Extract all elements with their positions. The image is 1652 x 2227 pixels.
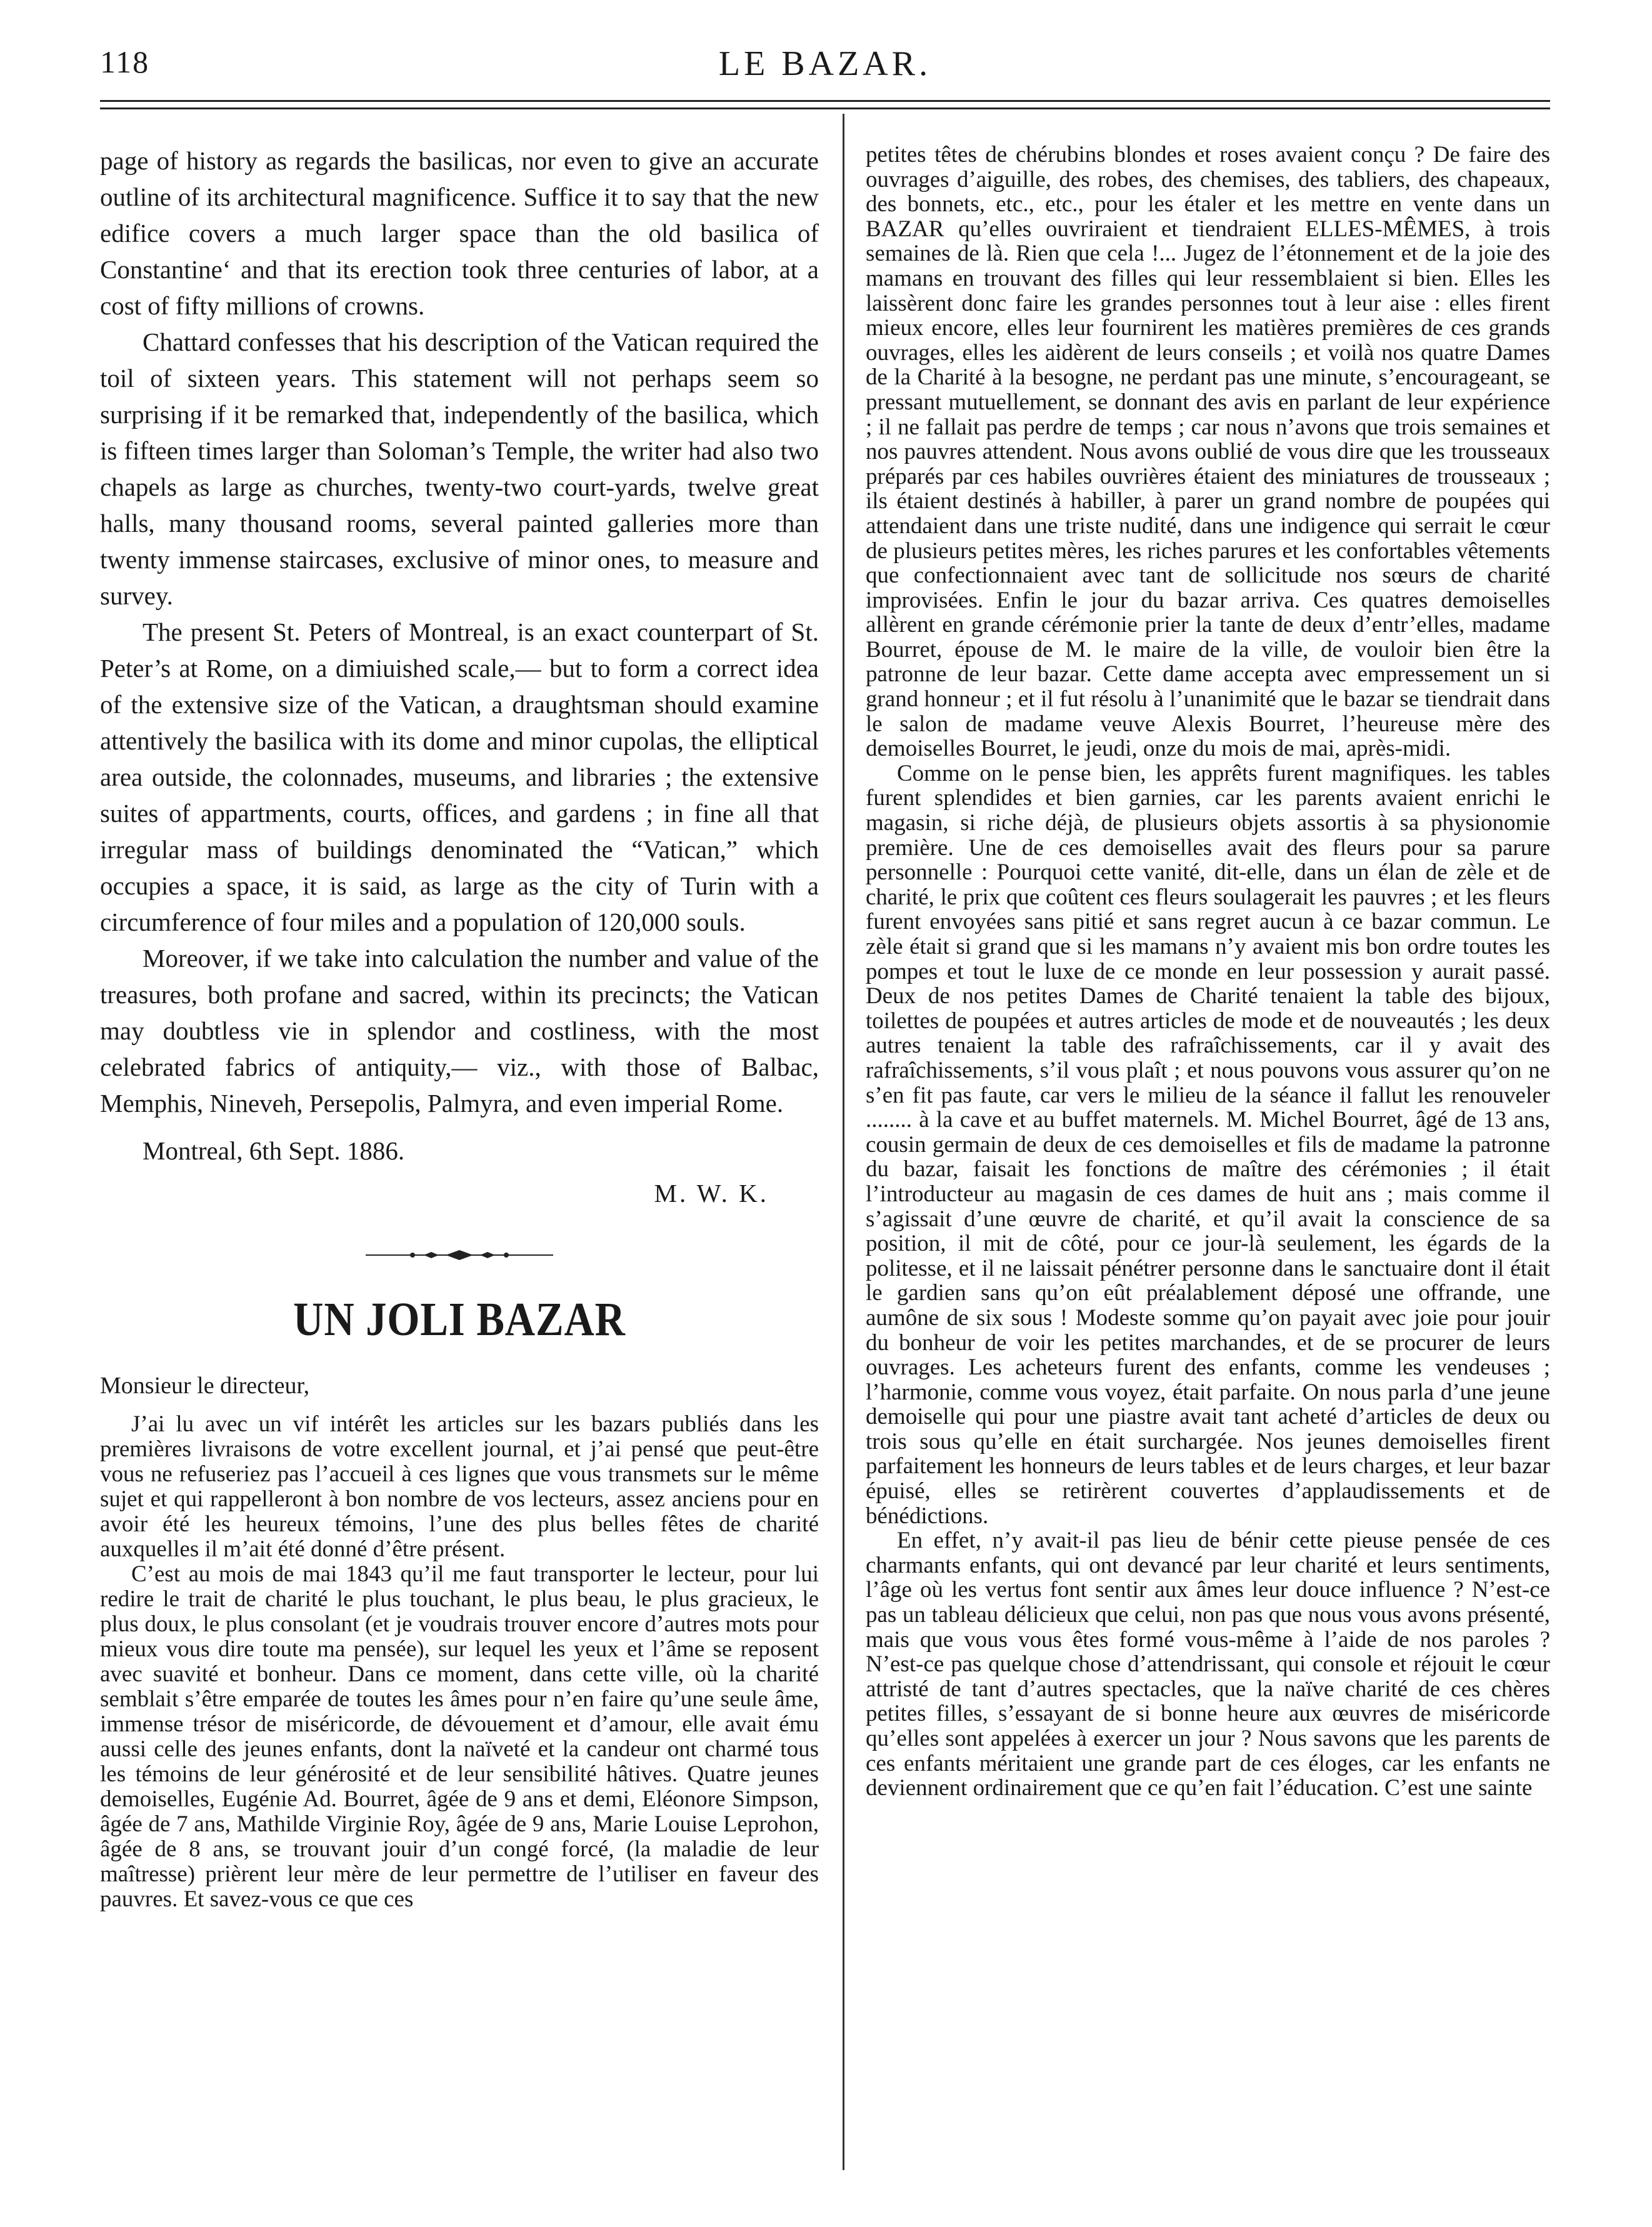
salutation: Monsieur le directeur, <box>100 1373 310 1399</box>
page-number: 118 <box>100 44 150 79</box>
ornament-divider <box>100 1243 819 1268</box>
dateline: Montreal, 6th Sept. 1886. <box>143 1136 405 1165</box>
paragraph: The present St. Peters of Montreal, is an exact counterpart of St. Peter’s at Rome, on a dimiuished scale,— but to form a correct idea of the extensive size of the Vatican, a draughtsman should examine attentively the basilica with its dome and minor cupolas, the elliptical area outside, the colonnades, museums, and libraries ; the extensive suites of appartments, courts, offices, and gardens ; in fine all that irregular mass of buildings denominated the “Vatican,” which occupies a space, it is said, as large as the city of Turin with a circumference of four miles and a population of 120,000 souls. <box>100 618 819 936</box>
paragraph: page of history as regards the basilicas, nor even to give an accurate outline of its architectural magnificence. Suffice it to say that the new edifice covers a much larger space than the old basilica of Constantine‘ and that its erection took three centuries of labor, at a cost of fifty millions of crowns. <box>100 146 819 320</box>
right-column <box>866 143 1550 1801</box>
paragraph: Moreover, if we take into calculation the number and value of the treasures, both profane and sacred, within its precincts; the Vatican may doubtless vie in splendor and costliness, with the most celebrated fabrics of antiquity,— viz., with those of Balbac, Memphis, Nineveh, Persepolis, Palmyra, and even imperial Rome. <box>100 944 819 1118</box>
signature: M. W. K. <box>654 1179 769 1208</box>
article-title: UN JOLI BAZAR <box>293 1293 626 1346</box>
page-header <box>100 44 1550 94</box>
left-column <box>100 143 819 1912</box>
paragraph: petites têtes de chérubins blondes et roses avaient conçu ? De faire des ouvrages d’aiguille, des robes, des chemises, des tabliers, des chapeaux, des bonnets, etc., etc., pour les étaler et les mettre en vente dans un BAZAR qu’elles ouvriraient et tiendraient ELLES-MÊMES, à trois semaines de là. Rien que cela !... Jugez de l’étonnement et de la joie des mamans en trouvant des filles qui leur ressemblaient si bien. Elles les laissèrent donc faire les grandes personnes tout à leur aise : elles firent mieux encore, elles leur fournirent les matières premières de ces grands ouvrages, elles les aidèrent de leurs conseils ; et voilà nos quatre Dames de la Charité à la besogne, ne perdant pas une minute, s’encourageant, se pressant mutuellement, se donnant des avis en parlant de leur expérience ; il ne fallait pas perdre de temps ; car nous n’avons que trois semaines et nos pauvres attendent. Nous avons oublié de vous dire que les trousseaux préparés par ces habiles ouvrières étaient des miniatures de trousseaux ; ils étaient destinés à habiller, à parer un grand nombre de poupées qui attendaient dans une triste nudité, dans une indigence qui serrait le cœur de plusieurs petites mères, les riches parures et les confortables vêtements que confectionnaient avec tant de sollicitude nos sœurs de charité improvisées. Enfin le jour du bazar arriva. Ces quatres demoiselles allèrent en grande cérémonie prier la tante de deux d’entr’elles, madame Bourret, épouse de M. le maire de la ville, de vouloir bien être la patronne de leur bazar. Cette dame accepta avec empressement un si grand honneur ; et il fut résolu à l’unanimité que le bazar se tiendrait dans le salon de madame veuve Alexis Bourret, l’heureuse mère des demoiselles Bourret, le jeudi, onze du mois de mai, après-midi. <box>866 142 1550 762</box>
running-title: LE BAZAR. <box>718 44 932 83</box>
paragraph: Chattard confesses that his description of the Vatican required the toil of sixteen years. This statement will not perhaps seem so surprising if it be remarked that, independently of the basilica, which is fifteen times larger than Soloman’s Temple, the writer had also two chapels as large as churches, twenty-two court-yards, twelve great halls, many thousand rooms, several painted galleries more than twenty immense staircases, exclusive of minor ones, to measure and survey. <box>100 328 819 610</box>
paragraph: J’ai lu avec un vif intérêt les articles sur les bazars publiés dans les premières livraisons de votre excellent journal, et j’ai pensé que peut-être vous ne refuseriez pas l’accueil à ces lignes que vous transmets sur le même sujet et qui rappelleront à bon nombre de vos lecteurs, assez anciens pour en avoir été les heureux témoins, l’une des plus belles fêtes de charité auxquelles il m’ait été donné d’être présent. <box>100 1411 819 1562</box>
column-divider <box>843 114 844 2170</box>
paragraph: En effet, n’y avait-il pas lieu de bénir cette pieuse pensée de ces charmants enfants, qui ont devancé par leur charité et leurs sentiments, l’âge où les vertus font sentir aux âmes leur douce influence ? N’est-ce pas un tableau délicieux que celui, non pas que nous vous avons présenté, mais que vous vous êtes formé vous-même à l’aide de nos paroles ? N’est-ce pas quelque chose d’attendrissant, qui console et réjouit le cœur attristé de tant d’autres spectacles, que la naïve charité de ces chères petites filles, s’essayant de si bonne heure aux œuvres de miséricorde qu’elles sont appelées à exercer un jour ? Nous savons que les parents de ces enfants méritaient une grande part de ces éloges, car les enfants ne deviennent ordinairement que ce qu’en fait l’éducation. C’est une sainte <box>866 1528 1550 1801</box>
paragraph: C’est au mois de mai 1843 qu’il me faut transporter le lecteur, pour lui redire le trait de charité le plus touchant, le plus beau, le plus gracieux, le plus doux, le plus consolant (et je voudrais trouver encore d’autres mots pour mieux vous dire toute ma pensée), sur lequel les yeux et l’âme se reposent avec suavité et bonheur. Dans ce moment, dans cette ville, où la charité semblait s’être emparée de toutes les âmes pour n’en faire qu’une seule âme, immense trésor de miséricorde, de dévouement et d’amour, elle avait ému aussi celle des jeunes enfants, dont la naïveté et la candeur ont charmé tous les témoins de leur générosité et de leur sensibilité hâtives. Quatre jeunes demoiselles, Eugénie Ad. Bourret, âgée de 9 ans et demi, Eléonore Simpson, âgée de 7 ans, Mathilde Virginie Roy, âgée de 9 ans, Marie Louise Leprohon, âgée de 8 ans, se trouvant jouir d’un congé forcé, (la maladie de leur maîtresse) prièrent leur mère de leur permettre de l’utiliser en faveur des pauvres. Et savez-vous ce que ces <box>100 1561 819 1912</box>
english-article <box>100 143 819 1121</box>
paragraph: Comme on le pense bien, les apprêts furent magnifiques. les tables furent splendides et bien garnies, car les parents avaient enrichi le magasin, si riche déjà, de plusieurs objets assortis à sa physionomie première. Une de ces demoiselles avait des fleurs pour sa parure personnelle : Pourquoi cette vanité, dit-elle, dans un élan de zèle et de charité, le prix que coûtent ces fleurs soulagerait les pauvres ; et les fleurs furent envoyées sans pitié et sans regret aucun à ce bazar commun. Le zèle était si grand que si les mamans n’y avaient mis bon ordre toutes les pompes et tout le luxe de ce monde en leur possession y aurait passé. Deux de nos petites Dames de Charité tenaient la table des bijoux, toilettes de poupées et autres articles de mode et de nouveautés ; les deux autres tenaient la table des rafraîchissements, car il y avait des rafraîchissements, s’il vous plaît ; et nous pouvons vous assurer qu’on ne s’en fit pas faute, car vers le milieu de la séance il fallut les renouveler ........ à la cave et au buffet maternels. M. Michel Bourret, âgé de 13 ans, cousin germain de deux de ces demoiselles et fils de madame la patronne du bazar, faisait les fonctions de maître des cérémonies ; il était l’introducteur au magasin de ces dames de huit ans ; mais comme il s’agissait d’une œuvre de charité, et qu’il avait la conscience de sa position, il mit de côté, pour ce jour-là seulement, les égards de la politesse, et il ne laissait pénétrer personne dans le sanctuaire dont il était le gardien sans qu’on eût préalablement déposé une offrande, une aumône de six sous ! Modeste somme qu’on payait avec joie pour jouir du bonheur de voir les petites marchandes, et de se procurer de leurs ouvrages. Les acheteurs furent des enfants, comme les vendeuses ; l’harmonie, comme vous voyez, était parfaite. On nous parla d’une jeune demoiselle qui pour une piastre avait tant acheté d’articles de deux ou trois sous qu’elle en était surchargée. Nos jeunes demoiselles firent parfaitement les honneurs de leurs tables et de leurs charges, et leur bazar épuisé, elles se retirèrent couvertes d’applaudissements et de bénédictions. <box>866 760 1550 1529</box>
ornament-icon <box>366 1248 553 1263</box>
french-article-start <box>100 1412 819 1912</box>
header-rule-top <box>100 100 1550 102</box>
header-rule-bottom <box>100 108 1550 109</box>
